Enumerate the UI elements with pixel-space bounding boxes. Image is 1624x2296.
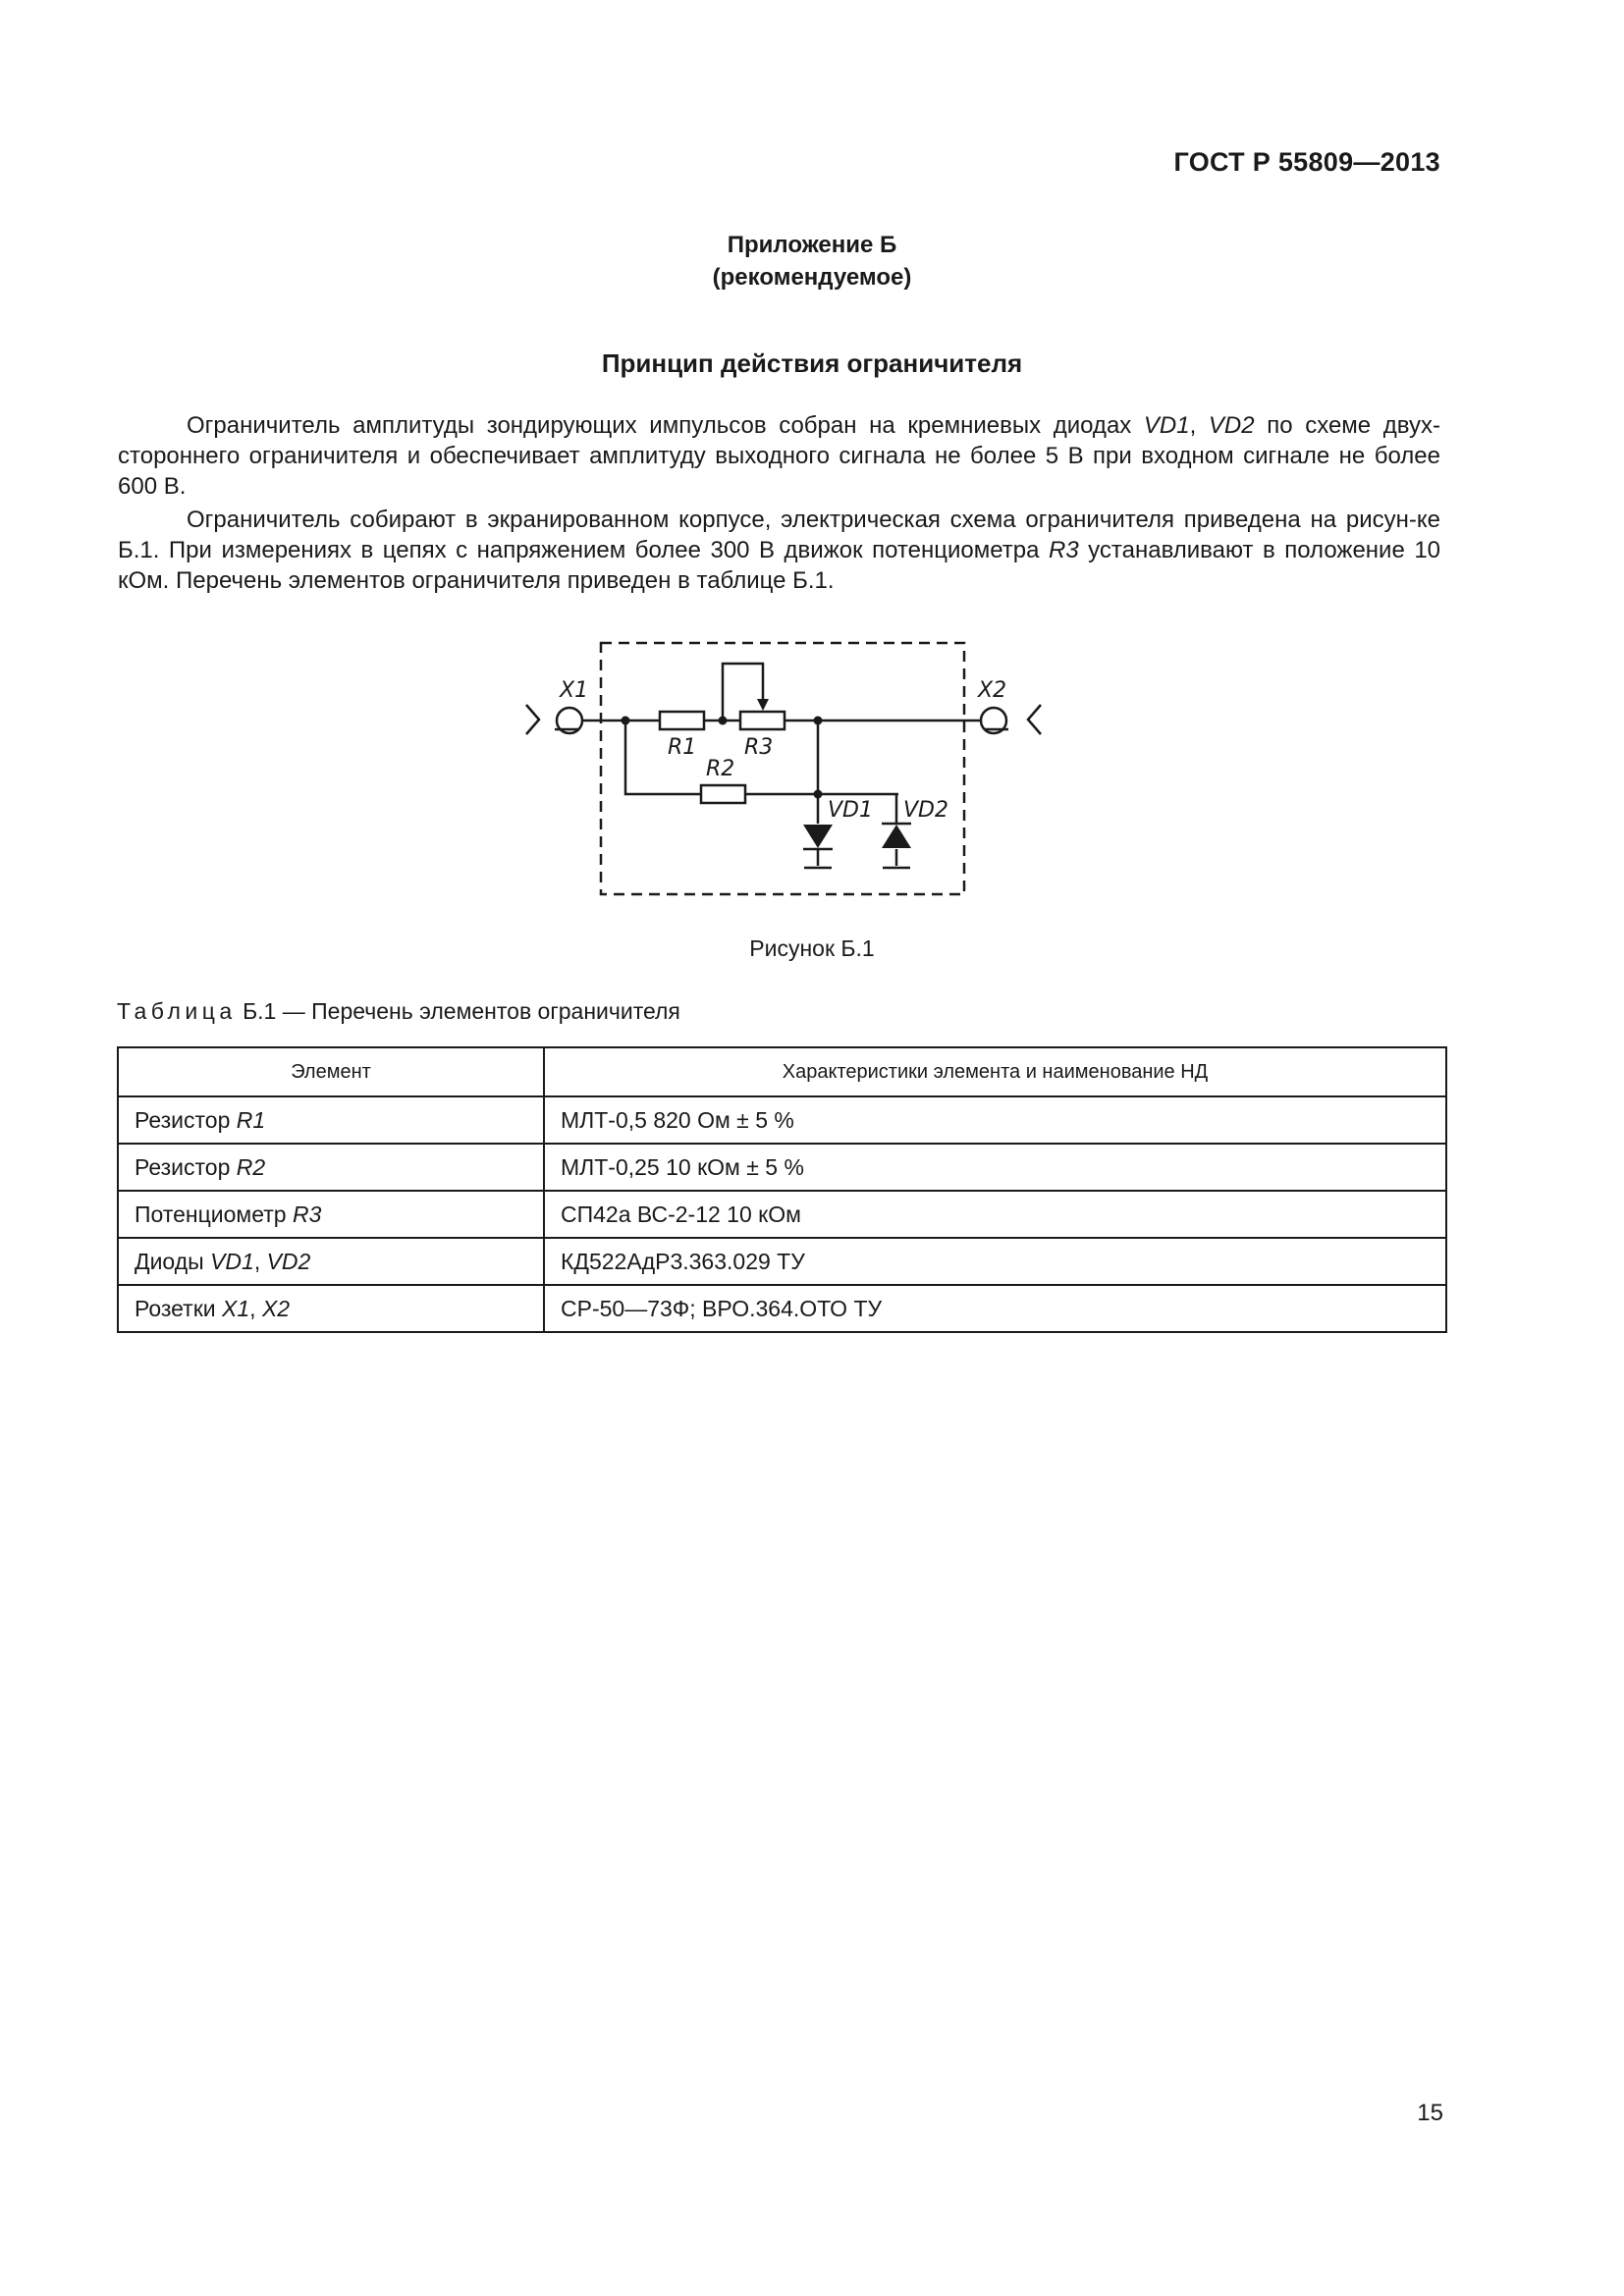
table-header-row xyxy=(118,1047,1446,1096)
table-caption xyxy=(117,998,680,1025)
junction-dot xyxy=(622,717,630,725)
element-spec-cell: МЛТ-0,5 820 Ом ± 5 % xyxy=(544,1096,1446,1144)
element-ref-separator: , xyxy=(249,1295,262,1321)
column-header-characteristics: Характеристики элемента и наименование НД xyxy=(544,1047,1446,1096)
table-row xyxy=(118,1096,1446,1144)
junction-dot xyxy=(814,717,823,725)
element-ref: R2 xyxy=(236,1153,266,1180)
paragraph-2-text-b: устанавливают в положение 10 кОм. Перечень элементов ограничителя приведен в таблице Б.1. xyxy=(118,537,1441,594)
table-caption-label: Таблица xyxy=(117,998,237,1024)
table-row xyxy=(118,1238,1446,1285)
element-cell xyxy=(118,1238,544,1285)
element-name: Диоды xyxy=(135,1248,211,1274)
paragraph-1-text-b: по схеме двух-стороннего ограничителя и обеспечивает амплитуду выходного сигнала не более 5 В при входном сигнале не более 600 В. xyxy=(118,412,1440,500)
wiper-arrow-icon xyxy=(757,699,769,711)
label-x1: X1 xyxy=(560,678,589,703)
element-spec-cell: СП42а ВС-2-12 10 кОм xyxy=(544,1191,1446,1238)
label-r3: R3 xyxy=(744,735,774,760)
table-row xyxy=(118,1285,1446,1332)
paragraph-2-text-a: Ограничитель собирают в экранированном корпусе, электрическая схема ограничителя приведена на рисун-ке Б.1. При измерениях в цепях с напряжением более 300 В движок потенциометра xyxy=(118,507,1440,563)
element-ref: X1 xyxy=(222,1295,250,1321)
element-ref-separator: , xyxy=(253,1248,267,1274)
element-cell xyxy=(118,1144,544,1191)
element-name: Потенциометр xyxy=(135,1201,293,1227)
table-row xyxy=(118,1191,1446,1238)
figure-caption: Рисунок Б.1 xyxy=(749,935,875,961)
table-caption-text: Б.1 — Перечень элементов ограничителя xyxy=(236,998,680,1024)
element-ref: R3 xyxy=(292,1201,322,1227)
paragraph-1-separator: , xyxy=(1189,412,1209,439)
element-name: Резистор xyxy=(135,1106,237,1133)
elements-table xyxy=(117,1046,1447,1333)
document-standard-number: ГОСТ Р 55809—2013 xyxy=(1173,147,1440,177)
label-r1: R1 xyxy=(668,735,697,760)
label-vd2: VD2 xyxy=(903,798,948,823)
element-spec-cell: КД522АдР3.363.029 ТУ xyxy=(544,1238,1446,1285)
element-spec-cell: СР-50—73Ф; ВРО.364.ОТО ТУ xyxy=(544,1285,1446,1332)
paragraph-1-text-a: Ограничитель амплитуды зондирующих импульсов собран на кремниевых диодах xyxy=(187,412,1144,439)
element-spec-cell: МЛТ-0,25 10 кОм ± 5 % xyxy=(544,1144,1446,1191)
junction-dot xyxy=(814,790,823,799)
element-name: Розетки xyxy=(135,1295,223,1321)
paragraph-1-ref-vd2: VD2 xyxy=(1208,412,1255,439)
paragraph-1-ref-vd1: VD1 xyxy=(1143,412,1190,439)
label-vd1: VD1 xyxy=(828,798,873,823)
element-cell xyxy=(118,1285,544,1332)
diode-vd1-triangle xyxy=(803,825,833,848)
element-ref-second: VD2 xyxy=(266,1248,311,1274)
appendix-title: Приложение Б xyxy=(727,232,897,258)
limiter-circuit-diagram xyxy=(0,0,1624,923)
element-ref: VD1 xyxy=(210,1248,254,1274)
element-name: Резистор xyxy=(135,1153,237,1180)
element-ref: R1 xyxy=(236,1106,266,1133)
resistor-r1-symbol xyxy=(660,712,704,729)
element-cell xyxy=(118,1191,544,1238)
section-title: Принцип действия ограничителя xyxy=(601,348,1023,378)
potentiometer-r3-symbol xyxy=(740,712,785,729)
page-number: 15 xyxy=(1417,2100,1443,2126)
diode-vd2-triangle xyxy=(882,825,911,848)
column-header-element: Элемент xyxy=(118,1047,544,1096)
shield-enclosure-outline xyxy=(601,643,964,894)
label-x2: X2 xyxy=(978,678,1007,703)
element-ref-second: X2 xyxy=(261,1295,291,1321)
paragraph-2-ref-r3: R3 xyxy=(1048,537,1079,563)
resistor-r2-symbol xyxy=(701,785,745,803)
connector-x2-symbol xyxy=(981,705,1041,734)
element-cell xyxy=(118,1096,544,1144)
label-r2: R2 xyxy=(706,757,735,781)
connector-x1-symbol xyxy=(526,705,582,734)
appendix-status: (рекомендуемое) xyxy=(712,264,912,291)
junction-dot xyxy=(719,717,728,725)
table-row xyxy=(118,1144,1446,1191)
